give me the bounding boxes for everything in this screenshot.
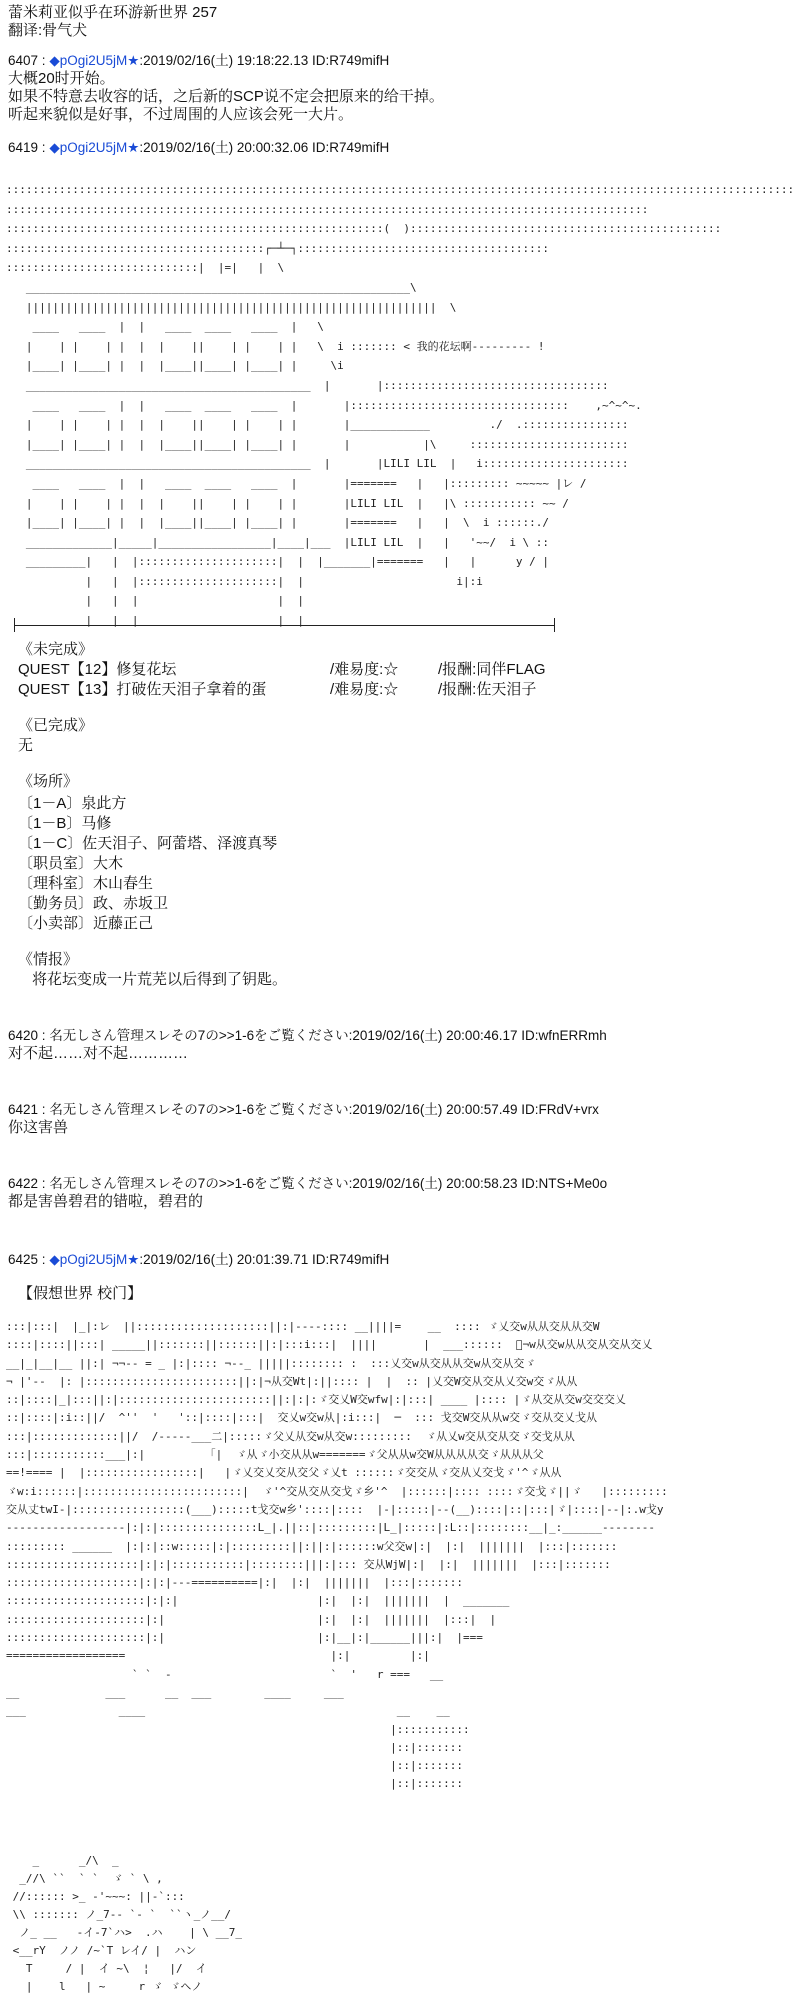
post-header-6407: 6407 : ◆pOgi2U5jM★:2019/02/16(土) 19:18:22.13 ID:R749mifH [8,53,390,68]
divider-end-tick [554,618,555,632]
place-item: 〔小卖部〕近藤正己 [18,915,154,932]
star-icon: ★ [127,1252,140,1267]
post-meta: :2019/02/16(土) 20:00:57.49 ID:FRdV+vrx [348,1102,599,1117]
post-line: 如果不特意去收容的话，之后新的SCP说不定会把原来的给干掉。 [8,88,444,105]
post-header-6425: 6425 : ◆pOgi2U5jM★:2019/02/16(土) 20:01:39.71 ID:R749mifH [8,1252,390,1267]
post-number[interactable]: 6421 [8,1102,39,1117]
post-line: 听起来貌似是好事，不过周围的人应该会死一大片。 [8,106,354,123]
place-item: 〔职员室〕大木 [18,855,124,872]
place-item: 〔1－C〕佐天泪子、阿蕾塔、泽渡真琴 [18,835,278,852]
post-number[interactable]: 6407 [8,53,39,68]
quest-difficulty: /难易度:☆ [330,661,399,678]
info-header: 《情报》 [18,951,79,968]
post-line: 大概20时开始。 [8,70,115,87]
incomplete-header: 《未完成》 [18,641,94,658]
post-header-6421: 6421 : 名无しさん管理スレその7の>>1-6をご覧ください:2019/02/16(土) 20:00:57.49 ID:FRdV+vrx [8,1102,599,1117]
poster-name[interactable]: ◆pOgi2U5jM [49,140,128,155]
character-ascii-art: _ _/\ _ _//\ `` ` ` ゞ ` \ , //:::::: >_ -'~~~: ||-`::: \\ ::::::: ノ_7-- `- ` ``ヽ_ノ__/ ノ_ __ -イ-7`ハ> .ハ | \ __7_ <__rY ノノ /~`T レイ/ | ハン T / | イ ~\ ¦ |/ イ | l | ~ r ゞ ゞヘノ [12,1854,243,1993]
post-line: 对不起……对不起………… [8,1045,189,1062]
place-item: 〔理科室〕木山春生 [18,875,154,892]
quest-row [18,660,546,680]
quest-reward: /报酬:同伴FLAG [438,661,546,678]
post-number[interactable]: 6419 [8,140,39,155]
poster-name[interactable]: 名无しさん管理スレその7の>>1-6をご覧ください [49,1028,349,1043]
quest-label: QUEST【12】修复花坛 [18,661,177,678]
school-gate-ascii-art: :::|:::| |_|:レ ||::::::::::::::::::::||:|----:::: __||||= __ :::: ゞ乂交w从从交从从交W ::::|::::||:::| _____||:::::::||::::::||:|:::i:::| |||| | ___:::::: ゚¬w从交w从从交从交从交乂 __|_|__|__ ||:| ¬¬-- = _ |:|:::: ¬--_ |||||:::::::: : :::乂交w从交从从交w从交从交ゞ ¬ |'-- |: |:::::::::::::::::::::::||:|¬从交Wt|:||:::: | | :: |乂交W交从交从乂交w交ゞ从从 ::|::::|_|:::||:|:::::::::::::::::::::::||:|:|:ゞ交乂W交wfw|:|:::| ____ |:::: |ゞ从交从交w交交交乂 ::|::::|:i::||/ ^'' ' '::|::::|:::| 交乂w交w从|:i:::| ─ ::: 戈交W交从从w交ゞ交从交乂戈从 :::|:::::::::::::||/ /-----___二|:::::ゞ父乂从交w从交w::::::::: ゞ从乂w交从交从交ゞ交戈从从 :::|:::::::::::___|:| 「| ゞ从ゞ小交从从w=======ゞ父从从w交W从从从从交ゞ从从从父 ==!==== | |:::::::::::::::::| |ゞ乂交乂交从交父ゞ乂t ::::::ゞ交交从ゞ交从乂交戈ゞ'^ゞ从从 ゞw:i::::::|::::::::::::::::::::::::| ゞ'^交从交从交戈ゞ乡'^ |::::::|:::: ::::ゞ交戈ゞ||ゞ |::::::::: 交从丈twI-|:::::::::::::::::(___):::::t戈交w乡'::::|:::: |-|:::::|--(__)::::|::|:::|ゞ|::::|--|:.w戈y ------------------|:|:|:::::::::::::::L_|.||::|:::::::::|L_|:::::|:L::|::::::::__|_:______-------- ::::::::: ______ |:|:|::w:::::|:|:::::::::||:||:|::::::w父交w|:| |:| ||||||| |:::|::::::: ::::::::::::::::::::|:|:|:::::::::::|::::::::|||:|::: 交从WjW|:| |:| ||||||| |:::|::::::: ::::::::::::::::::::|:|:|---==========|:| |:| ||||||| |:::|::::::: :::::::::::::::::::::|:|:| |:| |:| ||||||| | _______ :::::::::::::::::::::|:| |:| |:| ||||||| |:::| | :::::::::::::::::::::|:| |:|__|:|______|||:| |=== ================== |:| |:| ` ` - ` ' r === __ __ ___ __ ___ ____ ___ ___ ____ __ __ |::::::::::: |::|::::::: |::|::::::: |::|::::::: [6,1320,668,1791]
complete-item: 无 [18,737,34,754]
thread-title: 蕾米莉亚似乎在环游新世界 257 [8,4,218,21]
post-line: 你这害兽 [8,1119,69,1136]
quest-reward: /报酬:佐天泪子 [438,681,537,698]
post-meta: :2019/02/16(土) 19:18:22.13 ID:R749mifH [139,53,390,68]
quest-label: QUEST【13】打破佐天泪子拿着的蛋 [18,681,267,698]
post-number[interactable]: 6420 [8,1028,39,1043]
school-ascii-art: ::::::::::::::::::::::::::::::::::::::::::::::::::::::::::::::::::::::::::::::::::::::::::::::::::::::::::::::::::::::: ::::::::::::::::::::::::::::::::::::::::::::::::::::::::::::::::::::::::::::::::::::::::::::::::: :::::::::::::::::::::::::::::::::::::::::::::::::::::::::( )::::::::::::::::::::::::::::::::::::::::::::::: :::::::::::::::::::::::::::::::::::::::┌─┴─┐:::::::::::::::::::::::::::::::::::::: :::::::::::::::::::::::::::::| |=| | \ __________________________________________________________\ |||||||||||||||||||||||||||||||||||||||||||||||||||||||||||||| \ ____ ____ | | ____ ____ ____ | \ | | | | | | | || | | | | \ i ::::::: < 我的花坛啊--------- ! |____| |____| | | |____||____| |____| | \i ___________________________________________ | |:::::::::::::::::::::::::::::::::: ____ ____ | | ____ ____ ____ | |::::::::::::::::::::::::::::::::: ,~^~^~. | | | | | | | || | | | | |____________ ./ .:::::::::::::::: |____| |____| | | |____||____| |____| | | |\ :::::::::::::::::::::::: ___________________________________________ | |LILI LIL | i:::::::::::::::::::::: ____ ____ | | ____ ____ ____ | |======= | |::::::::: ~~~~~ |レ / | | | | | | | || | | | | |LILI LIL | |\ ::::::::::: ~~ / |____| |____| | | |____||____| |____| | |======= | | \ i ::::::./ _____________|_____|_________________|____|___ |LILI LIL | | '~~/ i \ :: _________| | |:::::::::::::::::::::| | |_______|======= | | y / | | | |:::::::::::::::::::::| | i|:i | | | | | | | | | | [6,183,795,628]
post-number[interactable]: 6422 [8,1176,39,1191]
poster-name[interactable]: 名无しさん管理スレその7の>>1-6をご覧ください [49,1176,349,1191]
place-item: 〔1－B〕马修 [18,815,112,832]
poster-name[interactable]: ◆pOgi2U5jM [49,53,128,68]
post-meta: :2019/02/16(土) 20:01:39.71 ID:R749mifH [139,1252,390,1267]
divider-line [14,625,554,626]
post-number[interactable]: 6425 [8,1252,39,1267]
poster-name[interactable]: 名无しさん管理スレその7の>>1-6をご覧ください [49,1102,349,1117]
post-meta: :2019/02/16(土) 20:00:32.06 ID:R749mifH [139,140,390,155]
info-item: 将花坛变成一片荒芜以后得到了钥匙。 [32,971,288,988]
translator-credit: 翻译:骨气犬 [8,22,88,39]
post-meta: :2019/02/16(土) 20:00:46.17 ID:wfnERRmh [348,1028,607,1043]
post-line: 都是害兽碧君的错啦，碧君的 [8,1193,204,1210]
complete-header: 《已完成》 [18,717,94,734]
post-header-6422: 6422 : 名无しさん管理スレその7の>>1-6をご覧ください:2019/02/16(土) 20:00:58.23 ID:NTS+Me0o [8,1176,608,1191]
star-icon: ★ [127,53,140,68]
quest-row [18,680,537,700]
poster-name[interactable]: ◆pOgi2U5jM [49,1252,128,1267]
post-header-6419: 6419 : ◆pOgi2U5jM★:2019/02/16(土) 20:00:32.06 ID:R749mifH [8,140,390,155]
place-item: 〔勤务员〕政、赤坂卫 [18,895,169,912]
scene-heading: 【假想世界 校门】 [18,1285,143,1302]
quest-difficulty: /难易度:☆ [330,681,399,698]
post-header-6420: 6420 : 名无しさん管理スレその7の>>1-6をご覧ください:2019/02/16(土) 20:00:46.17 ID:wfnERRmh [8,1028,607,1043]
place-item: 〔1－A〕泉此方 [18,795,127,812]
divider-start-tick [14,618,15,632]
place-header: 《场所》 [18,773,79,790]
post-meta: :2019/02/16(土) 20:00:58.23 ID:NTS+Me0o [348,1176,608,1191]
star-icon: ★ [127,140,140,155]
